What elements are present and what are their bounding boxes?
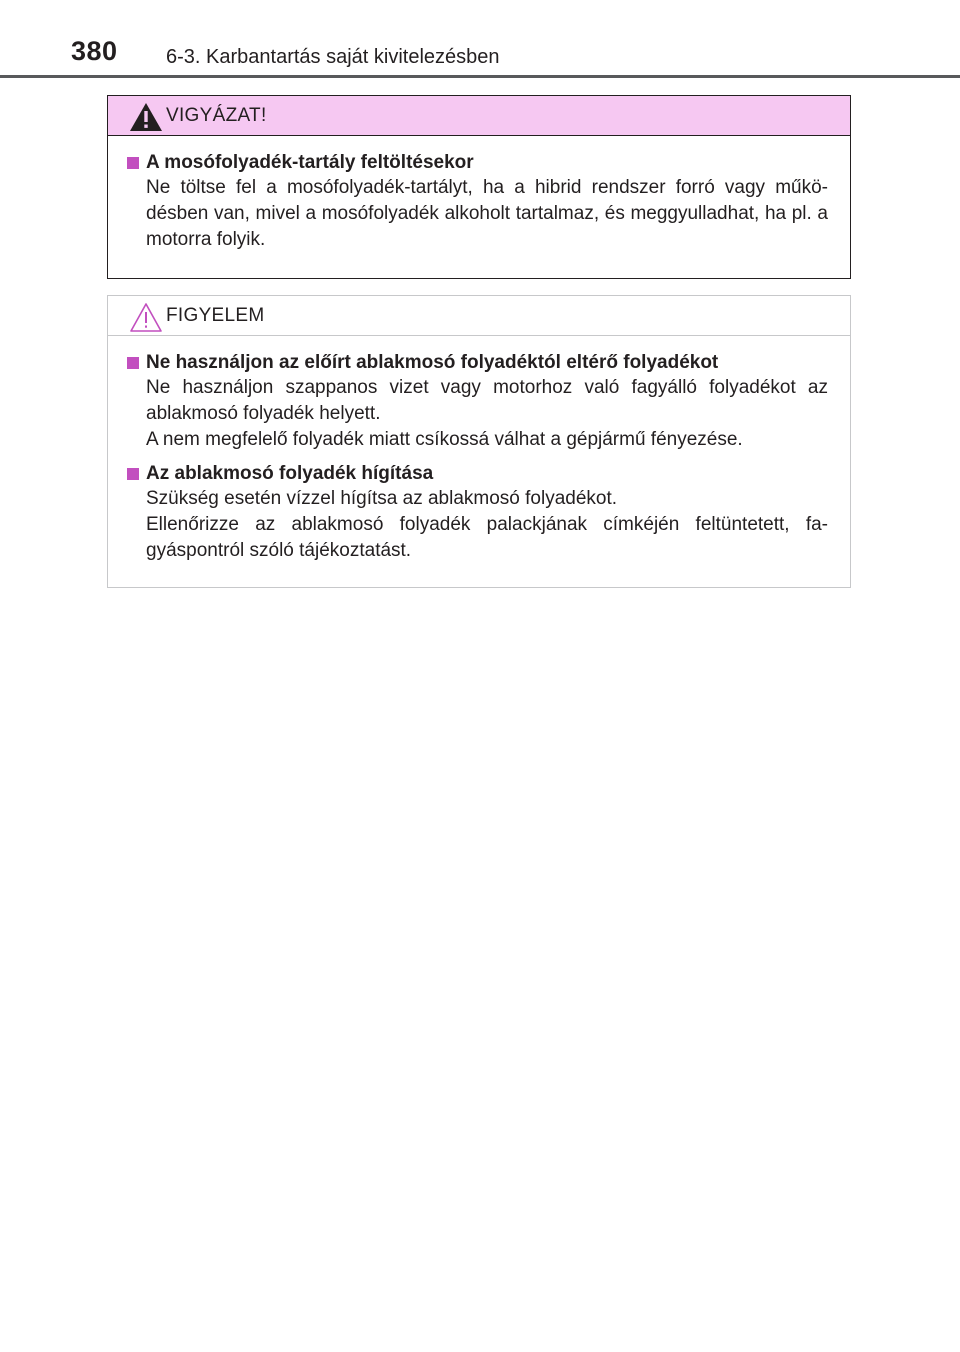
square-bullet-icon (127, 468, 139, 480)
notice-item-text (127, 375, 828, 453)
warning-box-label: VIGYÁZAT! (166, 105, 267, 126)
section-title: 6-3. Karbantartás saját kivitelezésben (166, 46, 500, 68)
paragraph: Szükség esetén vízzel hígítsa az ablakmosó folyadékot. (146, 488, 618, 509)
notice-item (127, 461, 828, 564)
warning-triangle-filled-icon (128, 101, 164, 133)
notice-box-body (108, 336, 850, 564)
warning-item-title-text: A mosófolyadék-tartály feltöltésekor (146, 152, 474, 173)
square-bullet-icon (127, 357, 139, 369)
page-number: 380 (71, 36, 118, 66)
notice-item (127, 350, 828, 453)
notice-item-title (127, 461, 828, 486)
warning-box-body (108, 136, 850, 253)
warning-item-title (127, 150, 828, 175)
paragraph: Ellenőrizze az ablakmosó folyadék palackjának címkéjén feltüntetett, fa-gyáspontról szóló tájékoztatást. (146, 514, 828, 561)
paragraph: Ne töltse fel a mosófolyadék-tartályt, ha a hibrid rendszer forró vagy műkö-désben van, mivel a mosófolyadék alkoholt tartalmaz, és meggyulladhat, ha pl. a motorra folyik. (146, 177, 828, 250)
paragraph: Ne használjon szappanos vizet vagy motorhoz való fagyálló folyadékot az ablakmosó folyadék helyett. (146, 377, 828, 424)
warning-item (127, 150, 828, 253)
notice-box-label: FIGYELEM (166, 305, 265, 326)
warning-box (107, 95, 851, 279)
notice-box-header (108, 296, 850, 336)
warning-box-header (108, 96, 850, 136)
notice-item-title-text: Az ablakmosó folyadék hígítása (146, 463, 434, 484)
notice-item-title (127, 350, 828, 375)
square-bullet-icon (127, 157, 139, 169)
warning-triangle-outline-icon (128, 301, 164, 333)
notice-item-text (127, 486, 828, 564)
notice-item-title-text: Ne használjon az előírt ablakmosó folyadéktól eltérő folyadékot (146, 352, 719, 373)
page-header (0, 0, 960, 80)
notice-box (107, 295, 851, 588)
warning-item-text (127, 175, 828, 253)
paragraph: A nem megfelelő folyadék miatt csíkossá válhat a gépjármű fényezése. (146, 429, 743, 450)
header-divider (0, 75, 960, 78)
